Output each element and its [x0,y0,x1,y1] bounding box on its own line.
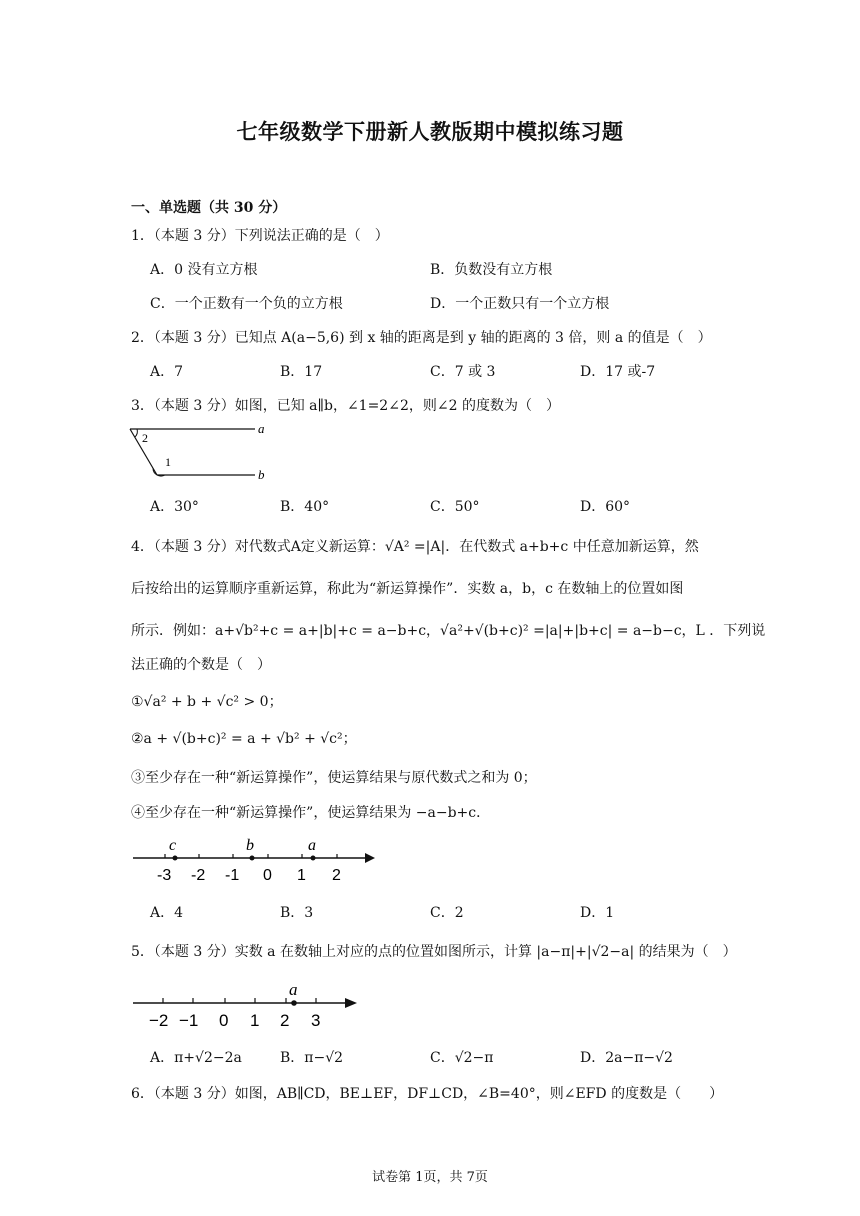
q5-tick-label: 1 [250,1011,260,1030]
q3-option-c[interactable]: C．50° [430,499,480,515]
q2-stem: 2．（本题 3 分）已知点 A(a−5,6) 到 x 轴的距离是到 y 轴的距离的 3 倍，则 a 的值是（ ） [131,330,712,346]
q4-option-c[interactable]: C．2 [430,905,464,921]
q4-option-a[interactable]: A．4 [150,905,184,921]
q4-line-2: 后按给出的运算顺序重新运算，称此为“新运算操作”．实数 a，b，c 在数轴上的位置如图 [131,581,684,597]
q5-point-a: a [289,980,298,999]
q3-label-a: a [258,421,265,436]
q3-label-b: b [258,467,265,482]
q1-option-c[interactable]: C．一个正数有一个负的立方根 [150,296,343,312]
q5-tick-label: 2 [280,1011,290,1030]
q2-option-c[interactable]: C．7 或 3 [430,364,496,380]
q5-option-c[interactable]: C．√2−π [430,1050,494,1066]
q4-point-c: c [169,837,177,854]
q4-option-d[interactable]: D．1 [580,905,615,921]
q4-line-1: 4．（本题 3 分）对代数式A定义新运算：√A² =|A|．在代数式 a+b+c 中任意加新运算，然 [131,539,699,555]
q5-option-a[interactable]: A．π+√2−2a [150,1050,242,1066]
q4-tick-label: 2 [332,867,341,884]
q4-line-4: 法正确的个数是（ ） [131,657,271,673]
q5-tick-label: −2 [149,1011,169,1030]
q1-stem: 1．（本题 3 分）下列说法正确的是（ ） [131,228,389,244]
q4-statement-4: ④至少存在一种“新运算操作”，使运算结果为 −a−b+c． [131,805,491,821]
q4-tick-label: -1 [225,867,240,884]
q5-number-line [125,978,365,1033]
q3-option-b[interactable]: B．40° [280,499,330,515]
q5-stem: 5．（本题 3 分）实数 a 在数轴上对应的点的位置如图所示，计算 |a−π|+|√2−a| 的结果为（ ） [131,944,737,960]
q4-point-b: b [246,837,254,854]
q3-figure [125,420,275,485]
page-title: 七年级数学下册新人教版期中模拟练习题 [236,119,624,144]
q4-statement-2: ②a + √(b+c)² = a + √b² + √c²； [131,731,357,747]
q3-stem: 3．（本题 3 分）如图，已知 a∥b，∠1=2∠2，则∠2 的度数为（ ） [131,398,560,414]
q1-option-b[interactable]: B．负数没有立方根 [430,262,553,278]
q4-tick-label: 1 [297,867,306,884]
q2-option-b[interactable]: B．17 [280,364,323,380]
q4-line-3: 所示．例如：a+√b²+c = a+|b|+c = a−b+c，√a²+√(b+c)² =|a|+|b+c| = a−b−c，L ．下列说 [131,623,766,639]
q2-option-d[interactable]: D．17 或-7 [580,364,656,380]
q1-option-d[interactable]: D．一个正数只有一个立方根 [430,296,610,312]
q1-option-a[interactable]: A．0 没有立方根 [150,262,258,278]
q4-option-b[interactable]: B．3 [280,905,314,921]
q4-tick-label: -2 [191,867,206,884]
q3-option-d[interactable]: D．60° [580,499,631,515]
q6-stem: 6．（本题 3 分）如图，AB∥CD，BE⊥EF，DF⊥CD，∠B=40°，则∠EFD 的度数是（ ） [131,1086,724,1102]
q2-option-a[interactable]: A．7 [150,364,184,380]
q4-tick-label: 0 [263,867,272,884]
q5-tick-label: −1 [179,1011,199,1030]
q4-tick-label: -3 [157,867,172,884]
q5-option-b[interactable]: B．π−√2 [280,1050,344,1066]
q4-number-line [125,832,385,887]
q3-label-2: 2 [142,431,148,445]
q4-point-a: a [308,837,316,854]
q4-statement-3: ③至少存在一种“新运算操作”，使运算结果与原代数式之和为 0； [131,770,537,786]
q3-label-1: 1 [165,455,171,469]
q5-tick-label: 0 [219,1011,229,1030]
section-heading: 一、单选题（共 30 分） [131,200,287,216]
q5-tick-label: 3 [311,1011,321,1030]
page-footer: 试卷第 1页，共 7页 [372,1170,488,1185]
q3-option-a[interactable]: A．30° [150,499,199,515]
q5-option-d[interactable]: D．2a−π−√2 [580,1050,673,1066]
q4-statement-1: ①√a² + b + √c² > 0； [131,694,283,710]
